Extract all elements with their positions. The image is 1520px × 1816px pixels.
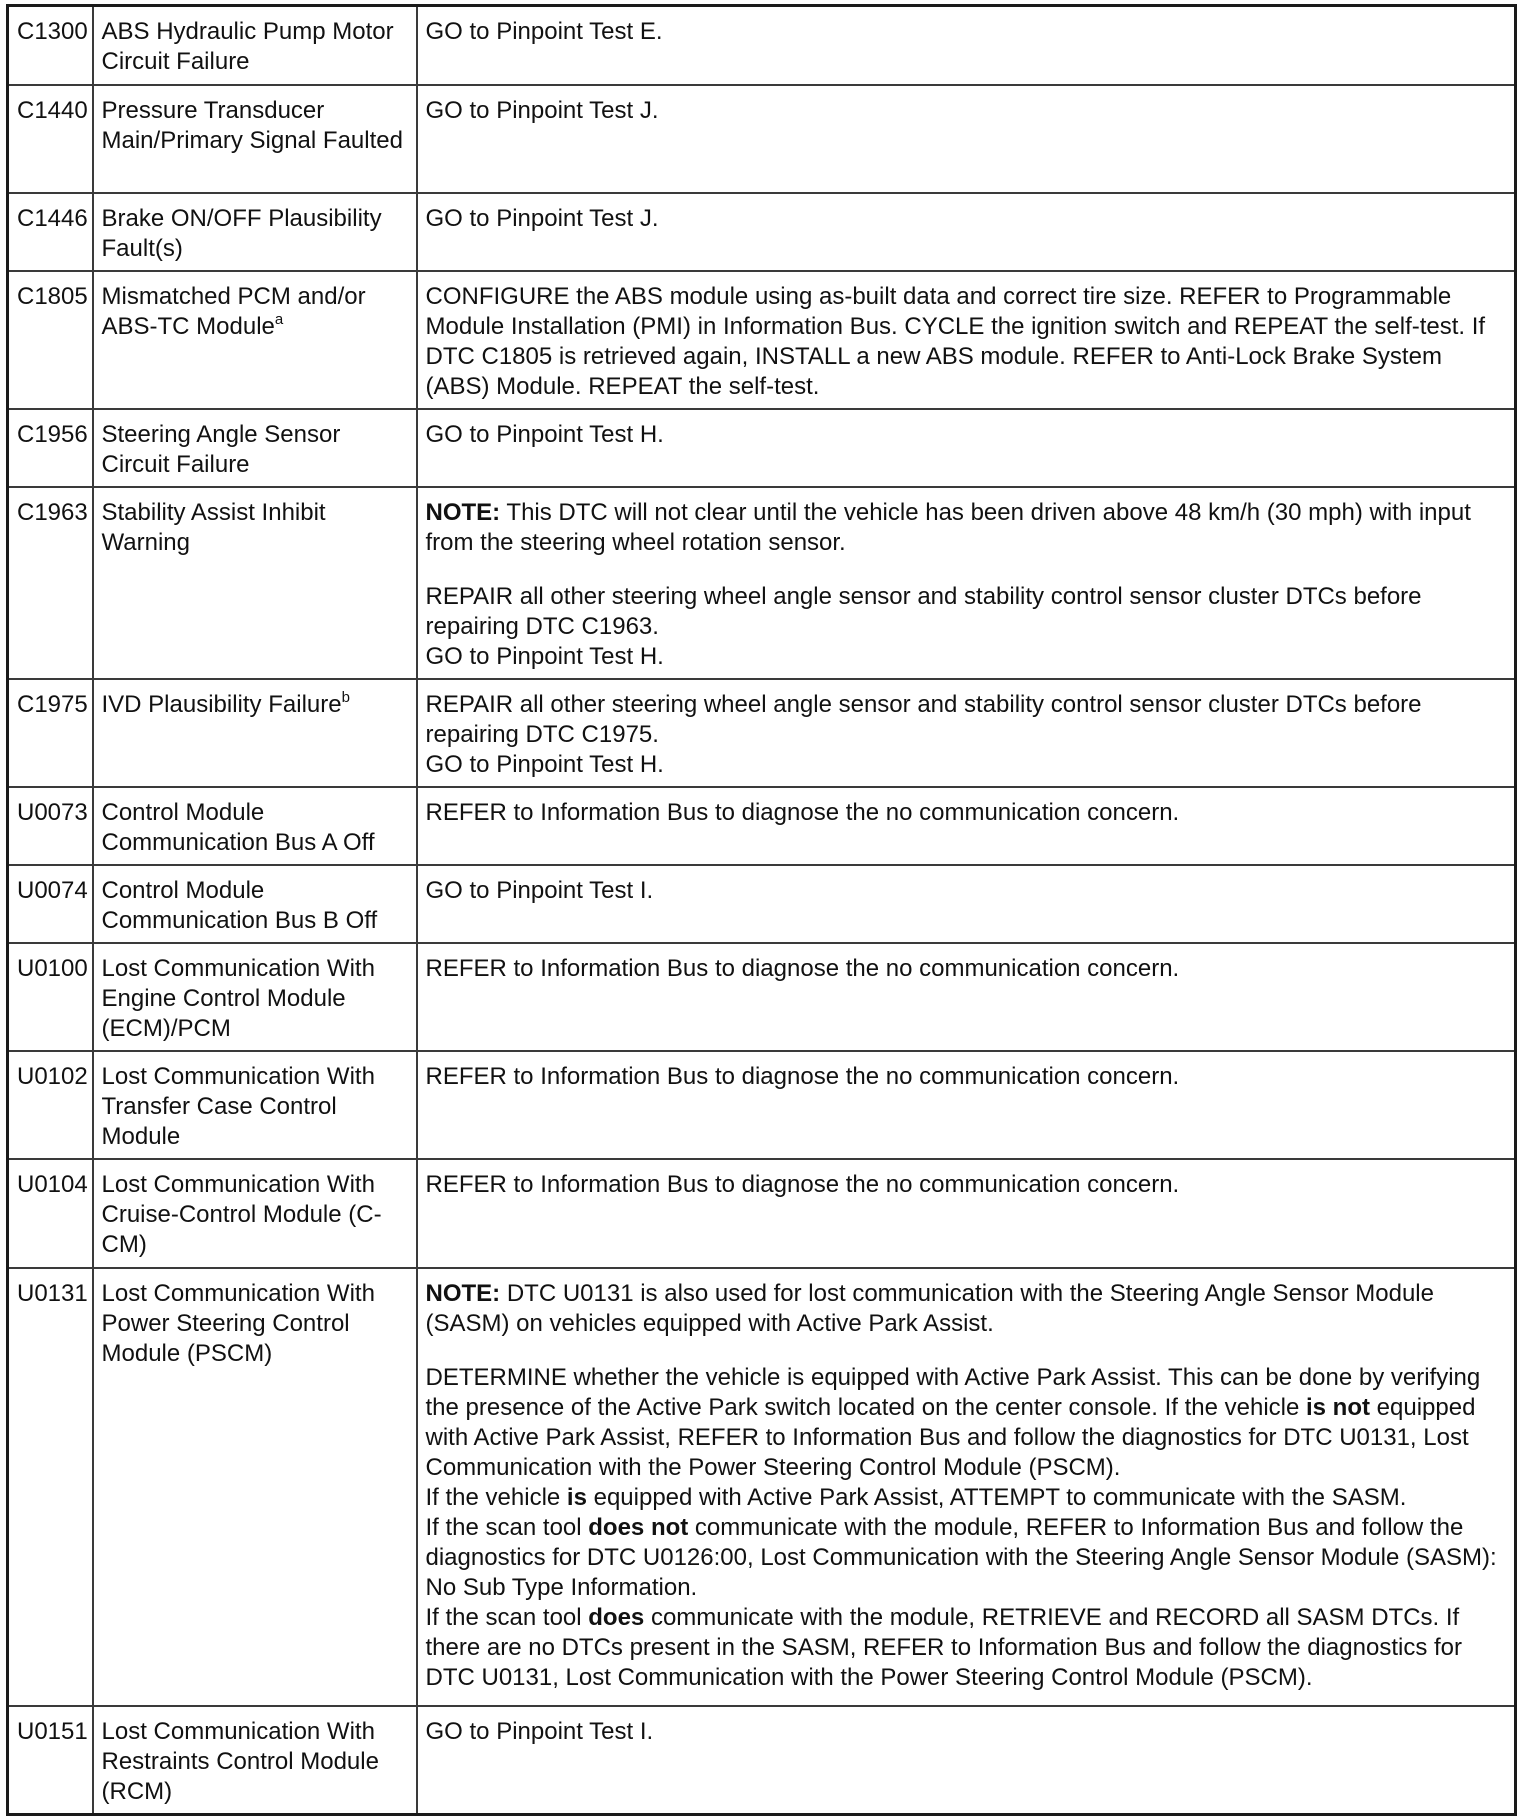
dtc-action: [417, 85, 1516, 193]
dtc-description: Control Module Communication Bus A Off: [93, 787, 417, 865]
action-line: [426, 1363, 1507, 1483]
action-text: REPAIR all other steering wheel angle sensor and stability control sensor cluster DTCs before repairing DTC C1963.: [425, 582, 1422, 640]
dtc-code: U0100: [8, 943, 93, 1051]
action-text: GO to Pinpoint Test I.: [425, 1717, 654, 1745]
dtc-description: Brake ON/OFF Plausibility Fault(s): [93, 193, 417, 271]
table-row: [8, 487, 1516, 679]
dtc-description: Lost Communication With Power Steering Control Module (PSCM): [93, 1268, 417, 1706]
action-text: REFER to Information Bus to diagnose the no communication concern.: [425, 954, 1180, 982]
dtc-action: [417, 787, 1516, 865]
action-text: GO to Pinpoint Test H.: [425, 420, 664, 448]
table-row: [8, 409, 1516, 487]
action-text: REFER to Information Bus to diagnose the no communication concern.: [425, 1170, 1180, 1198]
dtc-code: C1300: [8, 6, 93, 85]
dtc-action: [417, 409, 1516, 487]
action-text: communicate with the module, RETRIEVE and RECORD all SASM DTCs. If there are no DTCs present in the SASM, REFER to Information Bus and follow the diagnostics for DTC U0131, Lost Communication with the Power Steering Control Module (PSCM).: [425, 1603, 1462, 1691]
dtc-action: [417, 1706, 1516, 1815]
table-row: [8, 6, 1516, 85]
footnote-marker: b: [341, 688, 350, 706]
action-text: If the scan tool: [425, 1513, 589, 1541]
dtc-description: Steering Angle Sensor Circuit Failure: [93, 409, 417, 487]
action-text: GO to Pinpoint Test E.: [425, 18, 663, 45]
note-label: NOTE:: [425, 498, 501, 526]
table-row: [8, 943, 1516, 1051]
emphasis-text: does: [588, 1603, 645, 1631]
action-text: REFER to Information Bus to diagnose the no communication concern.: [425, 1062, 1180, 1090]
action-text: communicate with the module, REFER to Information Bus and follow the diagnostics for DTC U0126:00, Lost Communication with the Steering Angle Sensor Module (SASM): No Sub Type Information.: [425, 1513, 1497, 1601]
note-text: This DTC will not clear until the vehicle has been driven above 48 km/h (30 mph) with input from the steering wheel rotation sensor.: [425, 498, 1471, 556]
table-row: [8, 1268, 1516, 1706]
action-text: If the vehicle: [425, 1483, 567, 1511]
description-text: Mismatched PCM and/or ABS-TC Module: [101, 282, 366, 340]
action-text: CONFIGURE the ABS module using as-built data and correct tire size. REFER to Programmable Module Installation (PMI) in Information Bus. CYCLE the ignition switch and REPEAT the self-test. If DTC C1805 is retrieved again, INSTALL a new ABS module. REFER to Anti-Lock Brake System (ABS) Module. REPEAT the self-test.: [425, 282, 1486, 400]
dtc-action: [417, 487, 1516, 679]
dtc-code: U0151: [8, 1706, 93, 1815]
note-paragraph: [426, 1279, 1507, 1339]
table-row: [8, 193, 1516, 271]
action-text: equipped with Active Park Assist, REFER to Information Bus and follow the diagnostics for DTC U0131, Lost Communication with the Power Steering Control Module (PSCM).: [425, 1393, 1476, 1481]
table-row: [8, 865, 1516, 943]
dtc-description: [93, 271, 417, 409]
dtc-action: [417, 6, 1516, 85]
dtc-action: [417, 1159, 1516, 1268]
dtc-code: C1446: [8, 193, 93, 271]
dtc-action: [417, 1051, 1516, 1159]
emphasis-text: is: [566, 1483, 587, 1511]
dtc-code: U0073: [8, 787, 93, 865]
emphasis-text: is not: [1306, 1393, 1370, 1421]
dtc-action: [417, 943, 1516, 1051]
action-line: [426, 1513, 1507, 1603]
action-text: GO to Pinpoint Test H.: [425, 750, 664, 778]
table-row: [8, 679, 1516, 787]
description-text: IVD Plausibility Failure: [101, 690, 342, 718]
action-line: [426, 1483, 1507, 1513]
dtc-description: Lost Communication With Cruise-Control Module (C-CM): [93, 1159, 417, 1268]
dtc-action: [417, 1268, 1516, 1706]
dtc-action: [417, 193, 1516, 271]
action-text: GO to Pinpoint Test H.: [425, 642, 664, 670]
note-text: DTC U0131 is also used for lost communication with the Steering Angle Sensor Module (SASM) on vehicles equipped with Active Park Assist.: [425, 1279, 1434, 1337]
dtc-code: U0074: [8, 865, 93, 943]
dtc-description: Lost Communication With Transfer Case Control Module: [93, 1051, 417, 1159]
dtc-description: Control Module Communication Bus B Off: [93, 865, 417, 943]
action-line: [426, 1603, 1507, 1693]
dtc-table: [6, 4, 1517, 1816]
dtc-action: [417, 865, 1516, 943]
action-paragraph: [426, 582, 1507, 672]
dtc-code: U0131: [8, 1268, 93, 1706]
action-paragraph: [426, 1363, 1507, 1693]
dtc-code: C1963: [8, 487, 93, 679]
dtc-code: C1956: [8, 409, 93, 487]
table-row: [8, 85, 1516, 193]
dtc-description: [93, 679, 417, 787]
note-label: NOTE:: [425, 1279, 501, 1307]
note-paragraph: [426, 498, 1507, 558]
dtc-description: Pressure Transducer Main/Primary Signal Faulted: [93, 85, 417, 193]
action-text: DETERMINE whether the vehicle is equipped with Active Park Assist. This can be done by verifying the presence of the Active Park switch located on the center console. If the vehicle: [425, 1363, 1481, 1421]
dtc-code: C1805: [8, 271, 93, 409]
footnote-marker: a: [274, 310, 284, 328]
dtc-code: U0104: [8, 1159, 93, 1268]
dtc-description: Lost Communication With Restraints Control Module (RCM): [93, 1706, 417, 1815]
dtc-code: C1975: [8, 679, 93, 787]
action-text: REPAIR all other steering wheel angle sensor and stability control sensor cluster DTCs before repairing DTC C1975.: [425, 690, 1422, 748]
action-text: GO to Pinpoint Test J.: [425, 204, 659, 232]
emphasis-text: does not: [588, 1513, 689, 1541]
dtc-code: U0102: [8, 1051, 93, 1159]
dtc-description: Stability Assist Inhibit Warning: [93, 487, 417, 679]
action-text: REFER to Information Bus to diagnose the no communication concern.: [425, 798, 1180, 826]
action-text: equipped with Active Park Assist, ATTEMPT to communicate with the SASM.: [586, 1483, 1407, 1511]
dtc-action: [417, 679, 1516, 787]
table-row: [8, 1051, 1516, 1159]
action-text: GO to Pinpoint Test J.: [425, 96, 659, 124]
table-row: [8, 1159, 1516, 1268]
table-row: [8, 271, 1516, 409]
dtc-description: Lost Communication With Engine Control Module (ECM)/PCM: [93, 943, 417, 1051]
table-row: [8, 787, 1516, 865]
dtc-description: ABS Hydraulic Pump Motor Circuit Failure: [93, 6, 417, 85]
dtc-code: C1440: [8, 85, 93, 193]
action-text: GO to Pinpoint Test I.: [425, 876, 654, 904]
table-row: [8, 1706, 1516, 1815]
dtc-action: [417, 271, 1516, 409]
action-text: If the scan tool: [425, 1603, 589, 1631]
